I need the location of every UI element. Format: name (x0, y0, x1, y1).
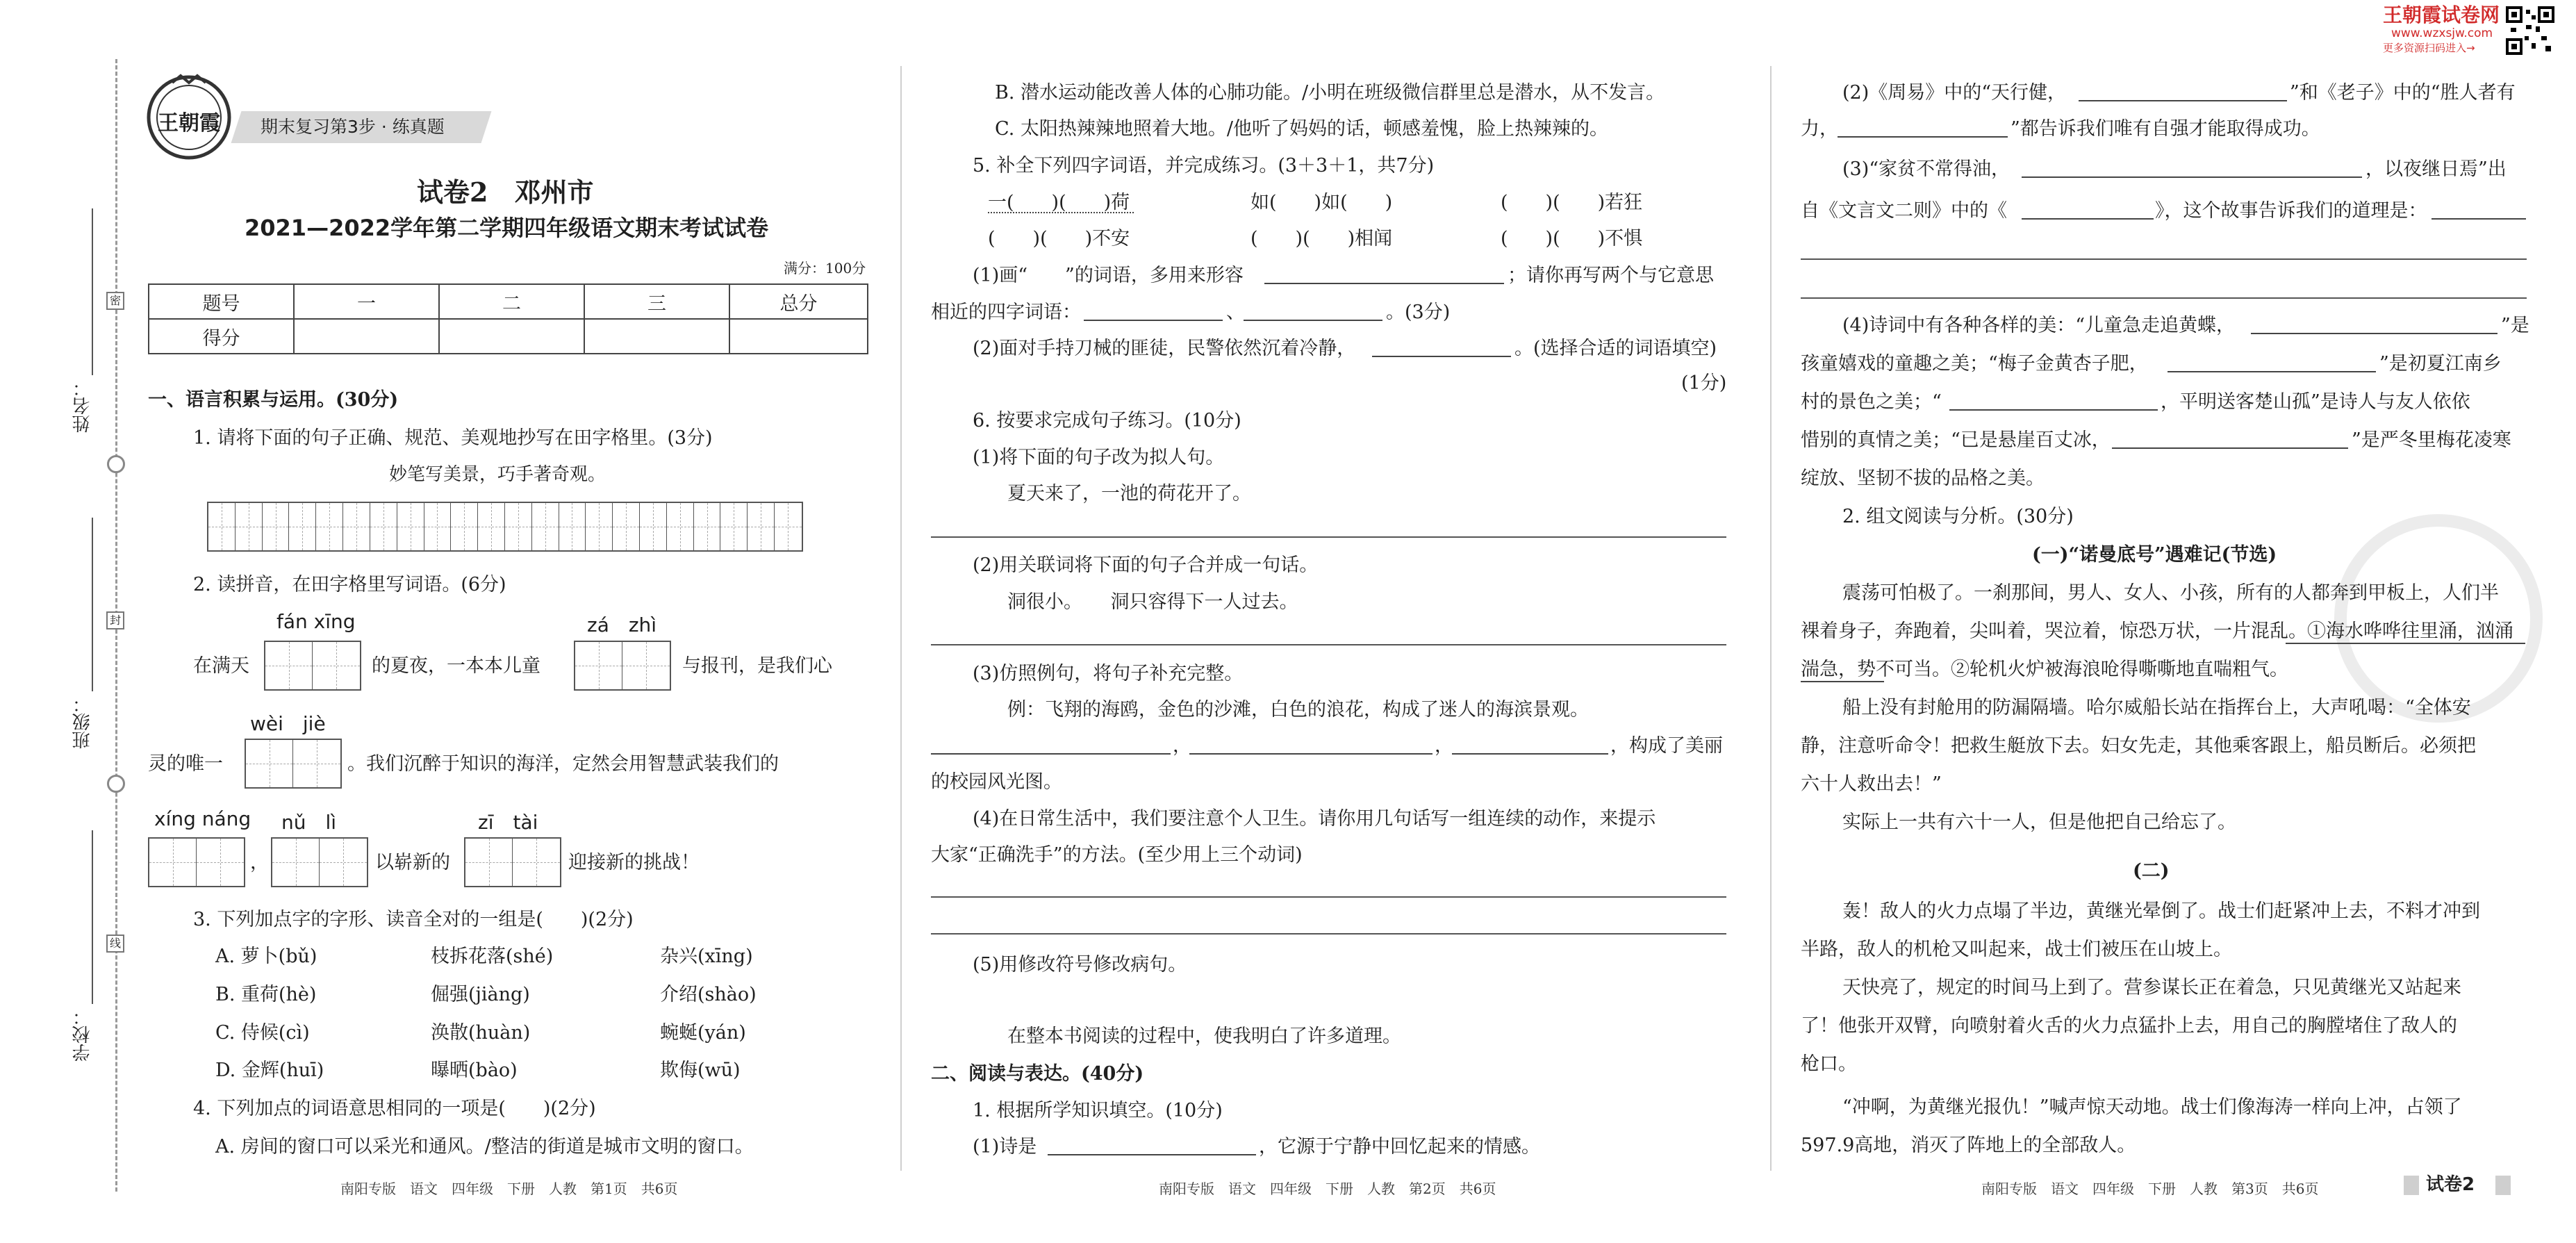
wavy-underline (988, 212, 1134, 213)
answer-blank[interactable] (2168, 356, 2376, 372)
q2-text: 与报刊，是我们心 (682, 655, 832, 677)
r1-part-4: ”是严冬里梅花凌寒 (2352, 429, 2511, 451)
q4-option-c[interactable]: C. 太阳热辣辣地照着大地。/他听了妈妈的话，顿感羞愧，脸上热辣辣的。 (995, 118, 1608, 140)
answer-blank[interactable] (1452, 738, 1608, 755)
pinyin: wèi jiè (250, 712, 326, 735)
r1-part-4: ，平明送客楚山孤”是诗人与友人依依 (2161, 391, 2470, 413)
r1-part-4: 孩童嬉戏的童趣之美；“梅子金黄杏子肥， (1801, 353, 2148, 374)
passage-2-text: 轰！敌人的火力点塌了半边，黄继光晕倒了。战士们赶紧冲上去，不料才冲到 (1842, 900, 2480, 922)
pinyin: zá zhì (587, 614, 657, 636)
q6-part-3-text: 的校园风光图。 (931, 771, 1062, 793)
q6-part-2-sentence: 洞很小。 洞只容得下一人过去。 (1007, 591, 1298, 613)
passage-1-text: 湍急，势不可当。②轮机火炉被海浪呛得嘶嘶地直喘粗气。 (1801, 659, 2288, 680)
q5-part-1: 相近的四字词语： (931, 302, 1081, 323)
q4-option-b[interactable]: B. 潜水运动能改善人体的心肺功能。/小明在班级微信群里总是潜水，从不发言。 (995, 82, 1665, 104)
answer-blank[interactable] (2079, 85, 2287, 101)
passage-2-text: 半路，敌人的机枪又叫起来，战士们被压在山坡上。 (1801, 939, 2232, 960)
question-2: 2. 读拼音，在田字格里写词语。(6分) (193, 574, 506, 595)
section-2-heading: 二、阅读与表达。(40分) (931, 1063, 1144, 1085)
q5-idiom[interactable]: ( )( )不惧 (1501, 228, 1643, 249)
passage-1-text: 震荡可怕极了。一刹那间，男人、女人、小孩，所有的人都奔到甲板上，人们半 (1842, 582, 2499, 604)
r1-part-1: (1)诗是 (973, 1136, 1037, 1158)
q6-part-3-text: ， (1435, 735, 1453, 757)
q5-idiom[interactable]: ( )( )相闻 (1250, 228, 1393, 249)
q6-part-3: (3)仿照例句，将句子补充完整。 (973, 663, 1244, 684)
pinyin: fán xīng (276, 610, 356, 633)
r1-part-3: 》，这个故事告诉我们的道理是： (2155, 200, 2427, 222)
r1-part-3: ，以夜继日焉”出 (2366, 158, 2507, 180)
passage-2-text: “冲啊，为黄继光报仇！”喊声惊天动地。战士们像海涛一样向上冲，占领了 (1842, 1096, 2462, 1118)
q5-part-1: 、 (1226, 302, 1245, 323)
wavy-underline (2286, 643, 2525, 644)
q3-option-c: 蜿蜒(yán) (660, 1022, 746, 1044)
score-header-cell: 二 (439, 284, 584, 319)
answer-grid[interactable] (574, 641, 671, 691)
q6-part-1: (1)将下面的句子改为拟人句。 (973, 447, 1225, 468)
answer-line[interactable] (931, 896, 1726, 898)
site-tagline: 更多资源扫码进入→ (2383, 42, 2475, 54)
q3-option-c: 涣散(huàn) (431, 1022, 531, 1044)
passage-2-text: 597.9高地，消灭了阵地上的全部敌人。 (1801, 1135, 2136, 1156)
score-input-cell[interactable] (729, 319, 868, 354)
q6-part-4: (4)在日常生活中，我们要注意个人卫生。请你用几句话写一组连续的动作，来提示 (973, 808, 1656, 830)
school-line (92, 830, 93, 1004)
site-url: www.wzxsjw.com (2391, 26, 2493, 40)
punch-hole (107, 455, 125, 473)
q5-part-2: (1分) (1681, 372, 1727, 394)
q2-text: 。我们沉醉于知识的海洋，定然会用智慧武装我们的 (347, 753, 779, 775)
answer-blank[interactable] (1372, 340, 1511, 357)
answer-blank[interactable] (1264, 267, 1504, 284)
q3-option-a: 杂兴(xīng) (660, 946, 753, 967)
r1-part-1: ，它源于宁静中回忆起来的情感。 (1259, 1136, 1540, 1158)
q5-idiom[interactable]: 一( )( )荷 (988, 192, 1130, 213)
page-footer: 南阳专版 语文 四年级 下册 人教 第3页 共6页 (1981, 1180, 2319, 1197)
answer-blank[interactable] (2112, 432, 2348, 449)
q3-option-b[interactable]: B. 重荷(hè) (215, 984, 317, 1005)
binding-box: 封 (106, 611, 124, 629)
q5-idiom[interactable]: ( )( )不安 (988, 228, 1130, 249)
answer-grid[interactable] (464, 837, 561, 887)
q6-part-5: (5)用修改符号修改病句。 (973, 954, 1187, 976)
r1-part-2: ”都告诉我们唯有自强才能取得成功。 (2011, 118, 2320, 140)
passage-1-text: 船上没有封舱用的防漏隔墙。哈尔威船长站在指挥台上，大声吼喝：“全体安 (1842, 697, 2471, 718)
answer-blank[interactable] (1244, 304, 1382, 321)
binding-box: 密 (106, 292, 124, 310)
answer-blank[interactable] (1949, 394, 2158, 411)
score-input-cell[interactable] (584, 319, 729, 354)
r1-part-3: 自《文言文二则》中的《 (1801, 200, 2007, 222)
question-6: 6. 按要求完成句子练习。(10分) (973, 410, 1241, 431)
q5-idiom[interactable]: 如( )如( ) (1250, 192, 1393, 213)
banner-text: 期末复习第3步 · 练真题 (261, 117, 445, 137)
reading-question-1: 1. 根据所学知识填空。(10分) (973, 1100, 1223, 1121)
q6-part-2: (2)用关联词将下面的句子合并成一句话。 (973, 554, 1319, 576)
r1-part-4: ”是 (2501, 315, 2529, 336)
logo-text: 王朝霞 (158, 111, 220, 135)
q3-option-d: 欺侮(wū) (660, 1060, 741, 1081)
score-header-cell: 三 (584, 284, 729, 319)
q6-part-4: 大家“正确洗手”的方法。(至少用上三个动词) (931, 844, 1303, 866)
question-1: 1. 请将下面的句子正确、规范、美观地抄写在田字格里。(3分) (193, 427, 713, 449)
q1-sentence: 妙笔写美景，巧手著奇观。 (389, 464, 606, 485)
q5-idiom[interactable]: ( )( )若狂 (1501, 192, 1643, 213)
score-header-cell: 一 (294, 284, 439, 319)
q6-part-1-sentence: 夏天来了，一池的荷花开了。 (1007, 483, 1251, 504)
question-4: 4. 下列加点的词语意思相同的一项是( )(2分) (193, 1098, 596, 1119)
q3-option-c[interactable]: C. 侍候(cì) (215, 1022, 310, 1044)
passage-2-text: 枪口。 (1801, 1053, 1857, 1075)
passage-2-text: 了！他张开双臂，向喷射着火舌的火力点猛扑上去，用自己的胸膛堵住了敌人的 (1801, 1015, 2457, 1037)
q5-part-1: ；请你再写两个与它意思 (1508, 265, 1714, 286)
pinyin: zī tài (478, 811, 538, 834)
q5-part-2: 。(选择合适的词语填空) (1514, 338, 1717, 359)
q2-text: ， (250, 852, 269, 873)
section-1-heading: 一、语言积累与运用。(30分) (148, 389, 399, 411)
q3-option-b: 介绍(shào) (660, 984, 757, 1005)
page-footer: 南阳专版 语文 四年级 下册 人教 第2页 共6页 (1159, 1180, 1496, 1197)
column-divider (900, 66, 902, 1171)
answer-line[interactable] (931, 536, 1726, 538)
answer-blank[interactable] (2022, 203, 2154, 220)
q5-part-2: (2)面对手持刀械的匪徒，民警依然沉着冷静， (973, 338, 1356, 359)
score-header-cell: 总分 (729, 284, 868, 319)
binding-box: 线 (106, 935, 124, 953)
q6-part-5-sentence: 在整本书阅读的过程中，使我明白了许多道理。 (1007, 1026, 1401, 1047)
r1-part-4: 村的景色之美；“ (1801, 391, 1942, 413)
paper-title: 试卷2 邓州市 (417, 176, 594, 208)
q6-part-3-example: 例：飞翔的海鸥，金色的沙滩，白色的浪花，构成了迷人的海滨景观。 (1007, 699, 1589, 721)
passage-1-text: 六十人救出去！” (1801, 773, 1942, 795)
answer-line[interactable] (1801, 258, 2527, 260)
answer-grid[interactable] (245, 739, 342, 789)
q2-text: 以崭新的 (375, 852, 450, 873)
score-row-label: 得分 (149, 319, 294, 354)
passage-1-title: (一)“诺曼底号”遇难记(节选) (2032, 544, 2277, 566)
watermark-stamp (2334, 514, 2543, 723)
wavy-underline (1801, 681, 1884, 682)
q2-text: 在满天 (193, 655, 249, 677)
passage-1-text: 实际上一共有六十一人，但是他把自己给忘了。 (1842, 812, 2236, 833)
punch-hole (107, 775, 125, 793)
pinyin: xíng náng (154, 807, 251, 830)
name-label: 姓名： (72, 379, 93, 433)
r1-part-3: (3)“家贫不常得油， (1842, 158, 2011, 180)
full-score: 满分：100分 (784, 260, 866, 277)
passage-2-title: (二) (2133, 860, 2170, 882)
r1-part-4: ”是初夏江南乡 (2379, 353, 2502, 374)
q3-option-d: 曝晒(bào) (431, 1060, 518, 1081)
answer-blank[interactable] (2251, 318, 2497, 334)
answer-blank[interactable] (931, 738, 1171, 755)
answer-blank[interactable] (1189, 738, 1433, 755)
reading-question-2: 2. 组文阅读与分析。(30分) (1842, 506, 2074, 527)
pinyin: nǔ lì (281, 811, 337, 834)
site-name: 王朝霞试卷网 (2383, 3, 2500, 26)
q2-text: 灵的唯一 (148, 753, 223, 775)
answer-blank[interactable] (1838, 121, 2008, 138)
column-divider (1770, 66, 1772, 1171)
page-footer: 南阳专版 语文 四年级 下册 人教 第1页 共6页 (340, 1180, 678, 1197)
paper-subtitle: 2021—2022学年第二学期四年级语文期末考试试卷 (245, 215, 769, 241)
copy-grid[interactable] (207, 502, 803, 552)
qr-code[interactable] (2505, 6, 2555, 56)
r1-part-2: ”和《老子》中的“胜人者有 (2290, 82, 2516, 104)
school-label: 学校： (72, 1007, 93, 1062)
q3-option-b: 倔强(jiàng) (431, 984, 530, 1005)
answer-grid[interactable] (148, 837, 245, 887)
tag-bar (2404, 1176, 2419, 1195)
q5-part-1: 。(3分) (1386, 302, 1451, 323)
passage-1-text: 裸着身子，奔跑着，尖叫着，哭泣着，惊恐万状，一片混乱。①海水哗哗往里涌，汹涌 (1801, 620, 2513, 642)
q2-text: 的夏夜，一本本儿童 (372, 655, 540, 677)
answer-line[interactable] (931, 933, 1726, 935)
answer-blank[interactable] (2022, 161, 2362, 178)
q3-option-a: 枝拆花落(shé) (431, 946, 554, 967)
score-header-cell: 题号 (149, 284, 294, 319)
answer-line[interactable] (931, 644, 1726, 645)
passage-1-text: 静，注意听命令！把救生艇放下去。妇女先走，其他乘客跟上，船员断后。必须把 (1801, 735, 2476, 757)
score-input-cell[interactable] (294, 319, 439, 354)
score-input-cell[interactable] (439, 319, 584, 354)
class-line (92, 518, 93, 691)
question-5: 5. 补全下列四字词语，并完成练习。(3＋3＋1，共7分) (973, 155, 1435, 176)
score-table (148, 283, 868, 354)
q2-text: 迎接新的挑战！ (568, 852, 700, 873)
r1-part-4: 绽放、坚韧不拔的品格之美。 (1801, 468, 2045, 489)
tag-bar (2495, 1176, 2511, 1195)
paper-tag: 试卷2 (2426, 1174, 2475, 1195)
class-label: 班级： (72, 695, 93, 749)
answer-grid[interactable] (271, 837, 368, 887)
name-line (92, 208, 93, 375)
q6-part-3-text: ， (1173, 735, 1191, 757)
answer-blank[interactable] (1084, 304, 1223, 321)
r1-part-4: (4)诗词中有各种各样的美：“儿童急走追黄蝶， (1842, 315, 2236, 336)
answer-blank[interactable] (1048, 1139, 1256, 1155)
r1-part-2: (2)《周易》中的“天行健， (1842, 82, 2067, 104)
q3-option-d[interactable]: D. 金辉(huī) (215, 1060, 324, 1081)
q5-part-1: (1)画“ ”的词语，多用来形容 (973, 265, 1244, 286)
passage-2-text: 天快亮了，规定的时间马上到了。营参谋长正在着急，只见黄继光又站起来 (1842, 977, 2461, 998)
question-3: 3. 下列加点字的字形、读音全对的一组是( )(2分) (193, 909, 634, 930)
q4-option-a[interactable]: A. 房间的窗口可以采光和通风。/整洁的街道是城市文明的窗口。 (215, 1136, 754, 1158)
answer-line[interactable] (1801, 297, 2527, 299)
answer-grid[interactable] (264, 641, 361, 691)
r1-part-2: 力， (1801, 118, 1838, 140)
q6-part-3-text: ，构成了美丽 (1610, 735, 1723, 757)
r1-part-4: 惜别的真情之美；“已是悬崖百丈冰， (1801, 429, 2111, 451)
q3-option-a[interactable]: A. 萝卜(bǔ) (215, 946, 317, 967)
answer-blank[interactable] (2431, 203, 2526, 220)
